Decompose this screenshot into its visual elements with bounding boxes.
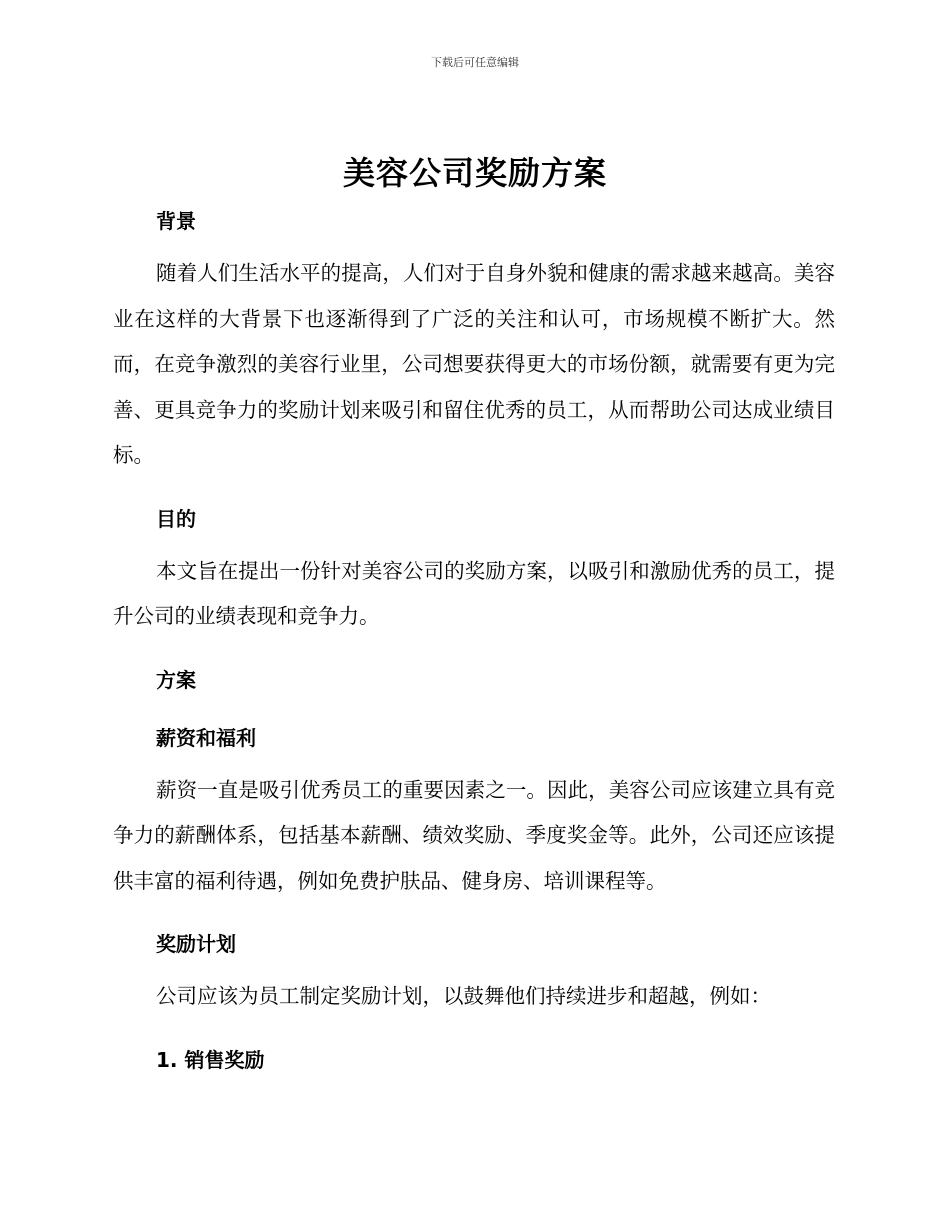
paragraph-background: 随着人们生活水平的提高，人们对于自身外貌和健康的需求越来越高。美容业在这样的大背景下也逐渐得到了广泛的关注和认可，市场规模不断扩大。然而，在竞争激烈的美容行业里，公司想要获得更大的市场份额，就需要有更为完善、更具竞争力的奖励计划来吸引和留住优秀的员工，从而帮助公司达成业绩目标。: [113, 261, 835, 467]
paragraph-salary: 薪资一直是吸引优秀员工的重要因素之一。因此，美容公司应该建立具有竞争力的薪酬体系，包括基本薪酬、绩效奖励、季度奖金等。此外，公司还应该提供丰富的福利待遇，例如免费护肤品、健身房、培训课程等。: [113, 777, 835, 893]
document-title: 美容公司奖励方案: [342, 154, 607, 192]
section-heading-salary: 薪资和福利: [156, 725, 256, 750]
section-heading-reward: 奖励计划: [156, 932, 236, 956]
page-header-note: 下载后可任意编辑: [431, 56, 519, 69]
document-body: [113, 203, 835, 1078]
paragraph-purpose: 本文旨在提出一份针对美容公司的奖励方案，以吸引和激励优秀的员工，提升公司的业绩表现和竞争力。: [113, 558, 835, 628]
section-heading-sales: 1. 销售奖励: [156, 1047, 265, 1072]
paragraph-reward: 公司应该为员工制定奖励计划，以鼓舞他们持续进步和超越，例如：: [156, 984, 771, 1008]
section-heading-background: 背景: [156, 209, 196, 233]
section-heading-purpose: 目的: [156, 506, 196, 531]
section-heading-plan: 方案: [156, 667, 196, 692]
